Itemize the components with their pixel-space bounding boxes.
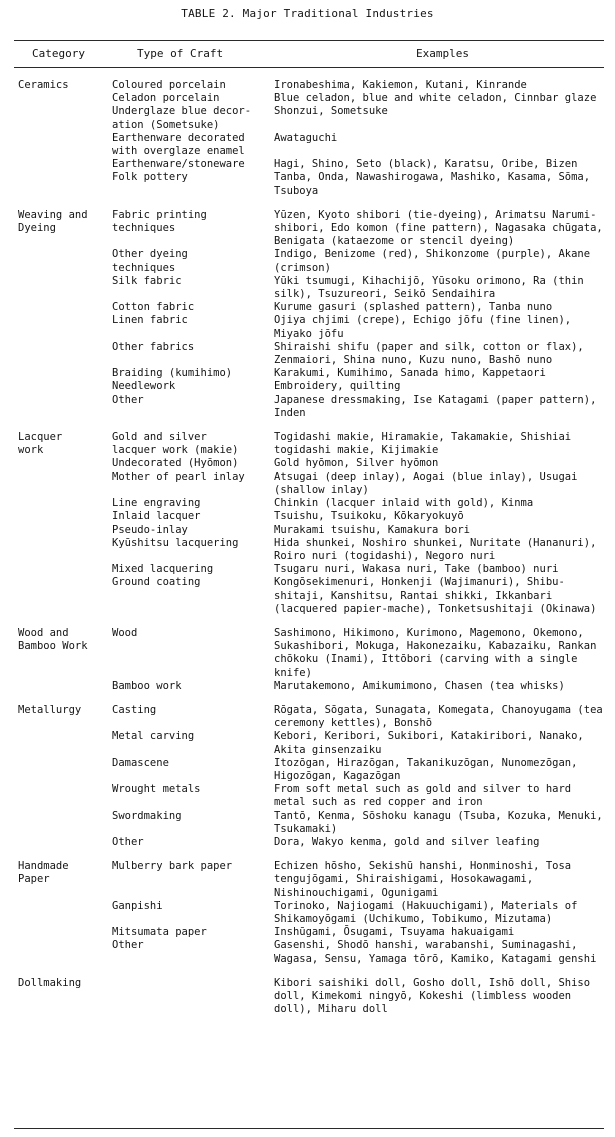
table-row — [18, 301, 608, 314]
craft-cell: Casting — [112, 703, 157, 716]
category-cell: Wood and Bamboo Work — [18, 626, 88, 653]
table-row — [18, 171, 608, 197]
table-row — [18, 209, 608, 249]
craft-cell: Earthenware decorated with overglaze enamel — [112, 131, 245, 158]
table-row — [18, 431, 608, 457]
category-block — [18, 627, 608, 693]
craft-cell: Cotton fabric — [112, 301, 195, 314]
examples-cell: Sashimono, Hikimono, Kurimono, Magemono, Okemono, Sukashibori, Mokuga, Hakonezaiku, Kabazaiku, Rankan chōkoku (Inami), Ittōbori (carving with a single knife) — [274, 626, 597, 679]
table-title: TABLE 2. Major Traditional Industries — [181, 7, 434, 20]
examples-cell: Gold hyōmon, Silver hyōmon — [274, 457, 439, 470]
craft-cell: Celadon porcelain — [112, 92, 220, 105]
craft-cell: Ganpishi — [112, 899, 163, 912]
examples-cell: Tsugaru nuri, Wakasa nuri, Take (bamboo) nuri — [274, 563, 559, 576]
table-row — [18, 939, 608, 965]
header-category: Category — [32, 47, 85, 60]
table-row — [18, 783, 608, 809]
craft-cell: Other — [112, 393, 144, 406]
table-row — [18, 132, 608, 158]
craft-cell: Mother of pearl inlay — [112, 470, 245, 483]
category-cell: Ceramics — [18, 79, 69, 91]
table-row — [18, 471, 608, 497]
examples-cell: Kebori, Keribori, Sukibori, Katakiribori, Nanako, Akita ginsenzaiku — [274, 730, 584, 756]
craft-cell: Kyūshitsu lacquering — [112, 536, 239, 549]
examples-cell: Shonzui, Sometsuke — [274, 105, 388, 118]
examples-cell: Awataguchi — [274, 131, 338, 144]
table-row — [18, 314, 608, 340]
examples-cell: Chinkin (lacquer inlaid with gold), Kinma — [274, 497, 534, 510]
craft-cell: Linen fabric — [112, 314, 188, 327]
category-cell: Metallurgy — [18, 703, 82, 716]
craft-cell: Other — [112, 835, 144, 848]
table-row — [18, 92, 608, 105]
examples-cell: Shiraishi shifu (paper and silk, cotton or flax), Zenmaiori, Shina nuno, Kuzu nuno, Bashō nuno — [274, 340, 584, 367]
table-row — [18, 926, 608, 939]
examples-cell: Murakami tsuishu, Kamakura bori — [274, 523, 470, 536]
table-row — [18, 757, 608, 783]
craft-cell: Bamboo work — [112, 679, 182, 692]
table-row — [18, 105, 608, 131]
craft-cell: Silk fabric — [112, 274, 182, 287]
table-row — [18, 79, 608, 92]
craft-cell: Metal carving — [112, 730, 195, 743]
table-row — [18, 900, 608, 926]
category-block — [18, 704, 608, 849]
examples-cell: Embroidery, quilting — [274, 380, 401, 393]
table-row — [18, 380, 608, 393]
craft-cell: Mitsumata paper — [112, 926, 207, 939]
craft-cell: Other fabrics — [112, 340, 195, 353]
examples-cell: Itozōgan, Hirazōgan, Takanikuzōgan, Nunomezōgan, Higozōgan, Kagazōgan — [274, 756, 578, 782]
category-block — [18, 79, 608, 198]
examples-cell: Hagi, Shino, Seto (black), Karatsu, Oribe, Bizen — [274, 158, 578, 171]
table-row — [18, 537, 608, 563]
category-block — [18, 977, 608, 1017]
craft-cell: Braiding (kumihimo) — [112, 367, 233, 380]
craft-cell: Wood — [112, 626, 138, 639]
craft-cell: Pseudo-inlay — [112, 523, 188, 536]
examples-cell: Karakumi, Kumihimo, Sanada himo, Kappetaori — [274, 367, 546, 380]
examples-cell: Ironabeshima, Kakiemon, Kutani, Kinrande — [274, 79, 527, 91]
examples-cell: Echizen hōsho, Sekishū hanshi, Honminoshi, Tosa tengujōgami, Shiraishigami, Hosokawagami, Nishinouchigami, Ogunigami — [274, 860, 572, 899]
header-examples: Examples — [416, 47, 469, 60]
craft-cell: Other — [112, 939, 144, 952]
category-block — [18, 860, 608, 966]
craft-cell: Undecorated (Hyōmon) — [112, 457, 239, 470]
examples-cell: Blue celadon, blue and white celadon, Cinnbar glaze — [274, 92, 597, 105]
table-row — [18, 275, 608, 301]
table-row — [18, 704, 608, 730]
bottom-rule — [14, 1128, 604, 1129]
examples-cell: Tsuishu, Tsuikoku, Kōkaryokuyō — [274, 510, 464, 523]
examples-cell: Dora, Wakyo kenma, gold and silver leafing — [274, 835, 540, 848]
header-craft: Type of Craft — [137, 47, 224, 60]
table-row — [18, 158, 608, 171]
examples-cell: Atsugai (deep inlay), Aogai (blue inlay), Usugai (shallow inlay) — [274, 470, 578, 496]
table-row — [18, 524, 608, 537]
examples-cell: Yūki tsumugi, Kihachijō, Yūsoku orimono, Ra (thin silk), Tsuzureori, Seikō Sendaihira — [274, 274, 584, 301]
examples-cell: Inshūgami, Ōsugami, Tsuyama hakuaigami — [274, 926, 515, 939]
table-row — [18, 367, 608, 380]
category-block — [18, 431, 608, 616]
examples-cell: Kibori saishiki doll, Gosho doll, Ishō doll, Shiso doll, Kimekomi ningyō, Kokeshi (limbless wooden doll), Miharu doll — [274, 976, 591, 1016]
table-row — [18, 394, 608, 420]
examples-cell: Kongōsekimenuri, Honkenji (Wajimanuri), Shibu-shitaji, Kanshitsu, Rantai shikki, Ikkanbari (lacquered papier-mache), Tonketsushitaji (Okinawa) — [274, 576, 597, 615]
examples-cell: Yūzen, Kyoto shibori (tie-dyeing), Arimatsu Narumi-shibori, Edo komon (fine pattern), Nagasaka chūgata, Benigata (kataezome or stencil dyeing) — [274, 208, 603, 248]
table-body — [18, 79, 608, 1027]
examples-cell: Rōgata, Sōgata, Sunagata, Komegata, Chanoyugama (tea ceremony kettles), Bonshō — [274, 703, 603, 730]
craft-cell: Damascene — [112, 756, 169, 769]
table-row — [18, 810, 608, 836]
table-row — [18, 860, 608, 900]
table-row — [18, 341, 608, 367]
table-row — [18, 627, 608, 680]
craft-cell: Needlework — [112, 380, 176, 393]
examples-cell: Kurume gasuri (splashed pattern), Tanba nuno — [274, 301, 553, 314]
table-row — [18, 497, 608, 510]
examples-cell: Gasenshi, Shodō hanshi, warabanshi, Suminagashi, Wagasa, Sensu, Yamaga tōrō, Kamiko, Katagami genshi — [274, 939, 597, 965]
examples-cell: Indigo, Benizome (red), Shikonzome (purple), Akane (crimson) — [274, 248, 591, 274]
craft-cell: Mixed lacquering — [112, 563, 214, 576]
examples-cell: Torinoko, Najiogami (Hakuuchigami), Materials of Shikamoyōgami (Uchikumo, Tobikumo, Mizutama) — [274, 899, 578, 925]
craft-cell: Swordmaking — [112, 809, 182, 822]
table-row — [18, 510, 608, 523]
craft-cell: Fabric printing techniques — [112, 208, 207, 235]
table-row — [18, 977, 608, 1017]
category-cell: Dollmaking — [18, 976, 82, 989]
craft-cell: Earthenware/stoneware — [112, 158, 245, 171]
craft-cell: Inlaid lacquer — [112, 510, 201, 523]
table-row — [18, 576, 608, 616]
table-row — [18, 248, 608, 274]
craft-cell: Folk pottery — [112, 171, 188, 184]
examples-cell: Hida shunkei, Noshiro shunkei, Nuritate (Hananuri), Roiro nuri (togidashi), Negoro nuri — [274, 536, 597, 562]
craft-cell: Line engraving — [112, 497, 201, 510]
craft-cell: Other dyeing techniques — [112, 248, 188, 274]
table-row — [18, 457, 608, 470]
table-row — [18, 680, 608, 693]
table-row — [18, 730, 608, 756]
craft-cell: Coloured porcelain — [112, 79, 226, 91]
examples-cell: From soft metal such as gold and silver to hard metal such as red copper and iron — [274, 783, 572, 809]
examples-cell: Ojiya chjimi (crepe), Echigo jōfu (fine linen), Miyako jōfu — [274, 314, 572, 340]
examples-cell: Marutakemono, Amikumimono, Chasen (tea whisks) — [274, 679, 565, 692]
category-block — [18, 209, 608, 420]
examples-cell: Tantō, Kenma, Sōshoku kanagu (Tsuba, Kozuka, Menuki, Tsukamaki) — [274, 809, 603, 835]
craft-cell: Ground coating — [112, 576, 201, 589]
examples-cell: Tanba, Onda, Nawashirogawa, Mashiko, Kasama, Sōma, Tsuboya — [274, 171, 591, 197]
table-row — [18, 836, 608, 849]
examples-cell: Togidashi makie, Hiramakie, Takamakie, Shishiai togidashi makie, Kijimakie — [274, 431, 572, 457]
category-cell: Weaving and Dyeing — [18, 208, 88, 235]
top-rule — [14, 40, 604, 41]
category-cell: Handmade Paper — [18, 860, 69, 886]
craft-cell: Mulberry bark paper — [112, 860, 233, 873]
category-cell: Lacquer work — [18, 431, 63, 457]
table-row — [18, 563, 608, 576]
craft-cell: Wrought metals — [112, 783, 201, 796]
craft-cell: Gold and silver lacquer work (makie) — [112, 431, 239, 457]
craft-cell: Underglaze blue decor- ation (Sometsuke) — [112, 105, 252, 131]
header-rule — [14, 67, 604, 68]
examples-cell: Japanese dressmaking, Ise Katagami (paper pattern), Inden — [274, 393, 597, 419]
